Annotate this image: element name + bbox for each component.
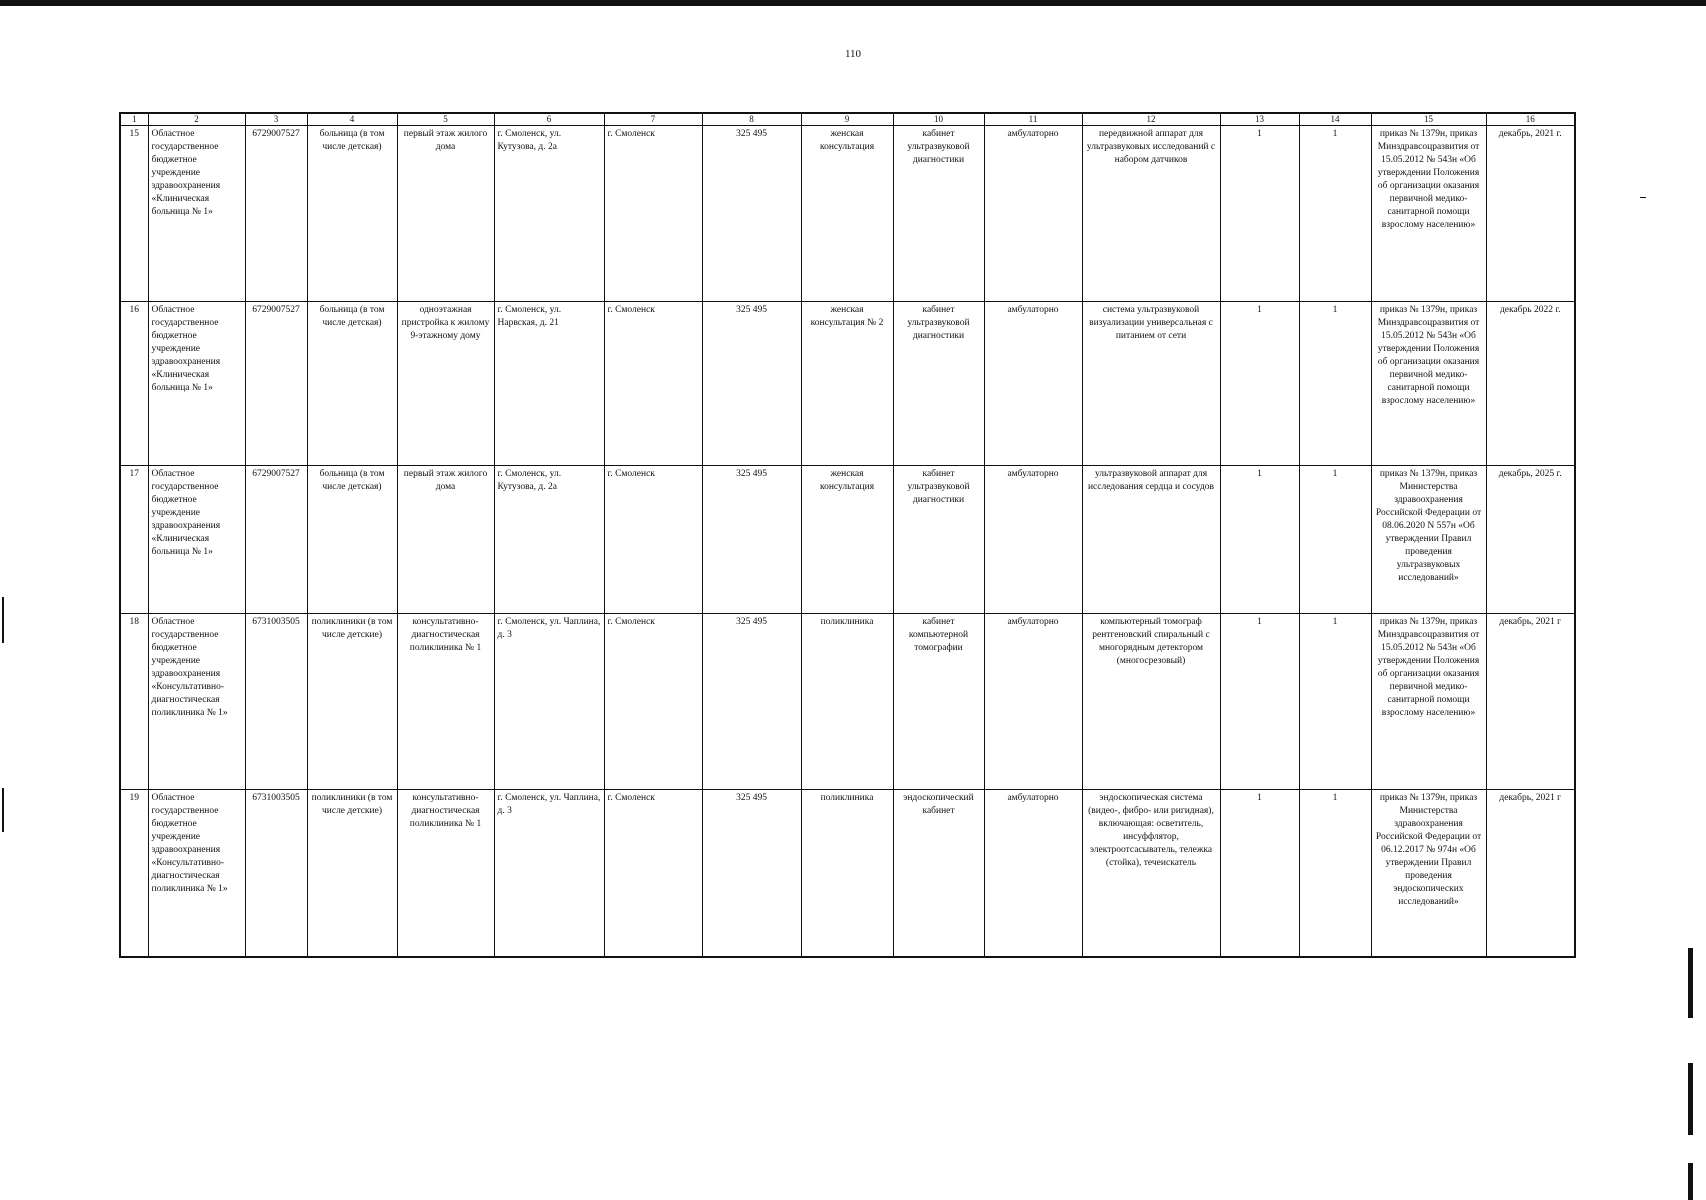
col-num: 11 [984,113,1082,126]
legal-basis: приказ № 1379н, приказ Министерства здравоохранения Российской Федерации от 08.06.2020 N 557н «Об утверждении Правил проведения ультразвуковых исследований» [1371,466,1486,614]
quantity: 1 [1299,614,1371,790]
col-num: 15 [1371,113,1486,126]
col-num: 13 [1220,113,1299,126]
placement: консультативно-диагностическая поликлиника № 1 [397,790,494,957]
address: г. Смоленск, ул. Кутузова, д. 2а [494,126,604,302]
address: г. Смоленск, ул. Чаплина, д. 3 [494,614,604,790]
room: кабинет компьютерной томографии [893,614,984,790]
quantity: 1 [1299,126,1371,302]
scan-mark [2,788,4,832]
inn: 6731003505 [245,790,307,957]
quantity: 1 [1220,614,1299,790]
unit: женская консультация [801,126,893,302]
inn: 6731003505 [245,614,307,790]
scan-mark [2,597,4,643]
quantity: 1 [1299,302,1371,466]
scan-mark [1688,948,1693,1018]
due-date: декабрь, 2025 г. [1486,466,1575,614]
equipment: компьютерный томограф рентгеновский спиральный с многорядным детектором (многосрезовый) [1082,614,1220,790]
population: 325 495 [702,614,801,790]
room: кабинет ультразвуковой диагностики [893,466,984,614]
equipment: система ультразвуковой визуализации универсальная с питанием от сети [1082,302,1220,466]
col-num: 16 [1486,113,1575,126]
organization: Областное государственное бюджетное учреждение здравоохранения «Клиническая больница № 1» [148,302,245,466]
page-number: 110 [844,48,862,60]
col-num: 12 [1082,113,1220,126]
due-date: декабрь, 2021 г [1486,790,1575,957]
register-table [119,112,1576,958]
col-num: 8 [702,113,801,126]
organization: Областное государственное бюджетное учреждение здравоохранения «Консультативно-диагностическая поликлиника № 1» [148,614,245,790]
col-num: 3 [245,113,307,126]
unit: поликлиника [801,790,893,957]
column-number-row [120,113,1575,126]
row-number: 19 [120,790,148,957]
address: г. Смоленск, ул. Чаплина, д. 3 [494,790,604,957]
placement: консультативно-диагностическая поликлиника № 1 [397,614,494,790]
table-row [120,614,1575,790]
row-number: 15 [120,126,148,302]
quantity: 1 [1299,790,1371,957]
address: г. Смоленск, ул. Нарвская, д. 21 [494,302,604,466]
placement: первый этаж жилого дома [397,126,494,302]
care-form: амбулаторно [984,790,1082,957]
table-row [120,466,1575,614]
facility-type: больница (в том числе детская) [307,126,397,302]
equipment: эндоскопическая система (видео-, фибро- или ригидная), включающая: осветитель, инсуффлятор, электроотсасыватель, тележка (стойка), течеискатель [1082,790,1220,957]
room: эндоскопический кабинет [893,790,984,957]
equipment: передвижной аппарат для ультразвуковых исследований с набором датчиков [1082,126,1220,302]
legal-basis: приказ № 1379н, приказ Минздравсоцразвития от 15.05.2012 № 543н «Об утверждении Положения об организации оказания первичной медико-санитарной помощи взрослому населению» [1371,302,1486,466]
unit: поликлиника [801,614,893,790]
care-form: амбулаторно [984,466,1082,614]
row-number: 17 [120,466,148,614]
quantity: 1 [1220,302,1299,466]
inn: 6729007527 [245,302,307,466]
city: г. Смоленск [604,126,702,302]
legal-basis: приказ № 1379н, приказ Минздравсоцразвития от 15.05.2012 № 543н «Об утверждении Положения об организации оказания первичной медико-санитарной помощи взрослому населению» [1371,126,1486,302]
room: кабинет ультразвуковой диагностики [893,126,984,302]
col-num: 4 [307,113,397,126]
col-num: 7 [604,113,702,126]
facility-type: больница (в том числе детская) [307,466,397,614]
col-num: 9 [801,113,893,126]
quantity: 1 [1220,466,1299,614]
unit: женская консультация № 2 [801,302,893,466]
row-number: 16 [120,302,148,466]
quantity: 1 [1299,466,1371,614]
city: г. Смоленск [604,302,702,466]
due-date: декабрь, 2021 г [1486,614,1575,790]
placement: одноэтажная пристройка к жилому 9-этажному дому [397,302,494,466]
population: 325 495 [702,466,801,614]
scan-mark [1688,1063,1693,1135]
col-num: 6 [494,113,604,126]
quantity: 1 [1220,790,1299,957]
col-num: 10 [893,113,984,126]
city: г. Смоленск [604,466,702,614]
room: кабинет ультразвуковой диагностики [893,302,984,466]
scan-top-border [0,0,1706,6]
care-form: амбулаторно [984,126,1082,302]
due-date: декабрь 2022 г. [1486,302,1575,466]
organization: Областное государственное бюджетное учреждение здравоохранения «Клиническая больница № 1» [148,126,245,302]
unit: женская консультация [801,466,893,614]
legal-basis: приказ № 1379н, приказ Минздравсоцразвития от 15.05.2012 № 543н «Об утверждении Положения об организации оказания первичной медико-санитарной помощи взрослому населению» [1371,614,1486,790]
table-row [120,126,1575,302]
scan-mark [1640,197,1646,198]
inn: 6729007527 [245,466,307,614]
city: г. Смоленск [604,790,702,957]
col-num: 1 [120,113,148,126]
facility-type: больница (в том числе детская) [307,302,397,466]
inn: 6729007527 [245,126,307,302]
quantity: 1 [1220,126,1299,302]
care-form: амбулаторно [984,614,1082,790]
placement: первый этаж жилого дома [397,466,494,614]
equipment: ультразвуковой аппарат для исследования сердца и сосудов [1082,466,1220,614]
legal-basis: приказ № 1379н, приказ Министерства здравоохранения Российской Федерации от 06.12.2017 № 974н «Об утверждении Правил проведения эндоскопических исследований» [1371,790,1486,957]
address: г. Смоленск, ул. Кутузова, д. 2а [494,466,604,614]
col-num: 14 [1299,113,1371,126]
population: 325 495 [702,126,801,302]
facility-type: поликлиники (в том числе детские) [307,614,397,790]
population: 325 495 [702,302,801,466]
scan-mark [1688,1163,1693,1200]
due-date: декабрь, 2021 г. [1486,126,1575,302]
table-row [120,790,1575,957]
population: 325 495 [702,790,801,957]
table-row [120,302,1575,466]
row-number: 18 [120,614,148,790]
col-num: 5 [397,113,494,126]
organization: Областное государственное бюджетное учреждение здравоохранения «Клиническая больница № 1» [148,466,245,614]
care-form: амбулаторно [984,302,1082,466]
col-num: 2 [148,113,245,126]
organization: Областное государственное бюджетное учреждение здравоохранения «Консультативно-диагностическая поликлиника № 1» [148,790,245,957]
facility-type: поликлиники (в том числе детские) [307,790,397,957]
city: г. Смоленск [604,614,702,790]
